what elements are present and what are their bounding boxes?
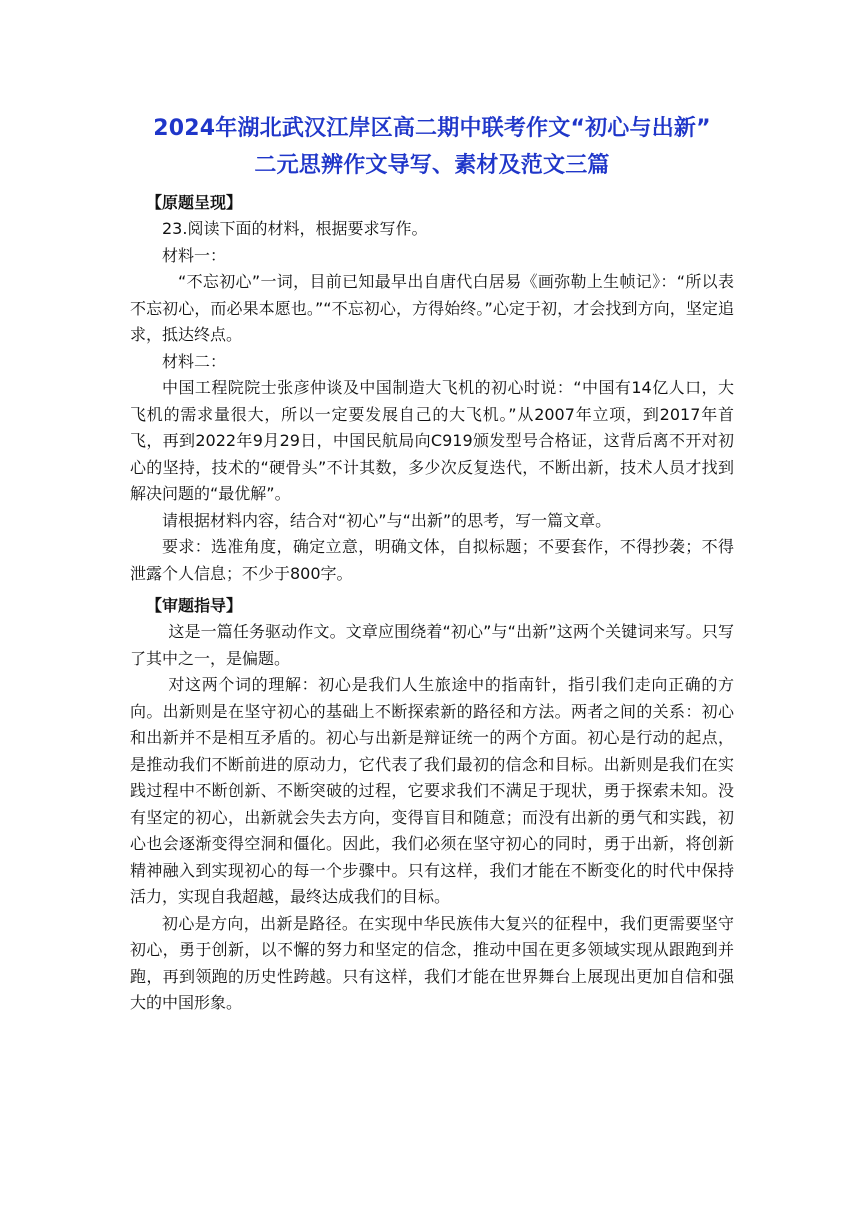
prompt-instruction: 23.阅读下面的材料，根据要求写作。 (162, 219, 428, 238)
title-line-1: 2024年湖北武汉江岸区高二期中联考作文“初心与出新” (153, 116, 711, 141)
guide-paragraph-2: 对这两个词的理解：初心是我们人生旅途中的指南针，指引我们走向正确的方向。出新则是在坚守初心的基础上不断探索新的路径和方法。两者之间的关系：初心和出新并不是相互矛盾的。初心与出新是辩证统一的两个方面。初心是行动的起点，是推动我们不断前进的原动力，它代表了我们最初的信念和目标。出新则是我们在实践过程中不断创新、不断突破的过程，它要求我们不满足于现状，勇于探索未知。没有坚定的初心，出新就会失去方向，变得盲目和随意；而没有出新的勇气和实践，初心也会逐渐变得空洞和僵化。因此，我们必须在坚守初心的同时，勇于出新，将创新精神融入到实现初心的每一个步骤中。只有这样，我们才能在不断变化的时代中保持活力，实现自我超越，最终达成我们的目标。 (130, 675, 734, 906)
guide-paragraph-3: 初心是方向，出新是路径。在实现中华民族伟大复兴的征程中，我们更需要坚守初心，勇于创新，以不懈的努力和坚定的信念，推动中国在更多领域实现从跟跑到并跑，再到领跑的历史性跨越。只有这样，我们才能在世界舞台上展现出更加自信和强大的中国形象。 (130, 913, 734, 1012)
title-line-2: 二元思辨作文导写、素材及范文三篇 (254, 153, 610, 178)
document-page (130, 110, 734, 1017)
section-heading-guide: 【审题指导】 (146, 596, 243, 615)
section-heading-original: 【原题呈现】 (146, 193, 243, 212)
material-two-text: 中国工程院院士张彦仲谈及中国制造大飞机的初心时说：“中国有14亿人口，大飞机的需求量很大，所以一定要发展自己的大飞机。”从2007年立项，到2017年首飞，再到2022年9月29日，中国民航局向C919颁发型号合格证，这背后离不开对初心的坚持，技术的“硬骨头”不计其数，多少次反复迭代，不断出新，技术人员才找到解决问题的“最优解”。 (130, 378, 734, 503)
material-one-label: 材料一： (162, 245, 227, 265)
writing-requirements: 要求：选准角度，确定立意，明确文体，自拟标题；不要套作，不得抄袭；不得泄露个人信息；不少于800字。 (130, 537, 734, 583)
material-one-text: “不忘初心”一词，目前已知最早出自唐代白居易《画弥勒上生帧记》：“所以表不忘初心，而必果本愿也。”“不忘初心，方得始终。”心定于初，才会找到方向，坚定追求，抵达终点。 (130, 272, 734, 344)
material-two-label: 材料二： (162, 351, 227, 371)
writing-task: 请根据材料内容，结合对“初心”与“出新”的思考，写一篇文章。 (162, 510, 612, 530)
guide-paragraph-1: 这是一篇任务驱动作文。文章应围绕着“初心”与“出新”这两个关键词来写。只写了其中之一，是偏题。 (130, 622, 734, 668)
document-title (130, 110, 734, 184)
